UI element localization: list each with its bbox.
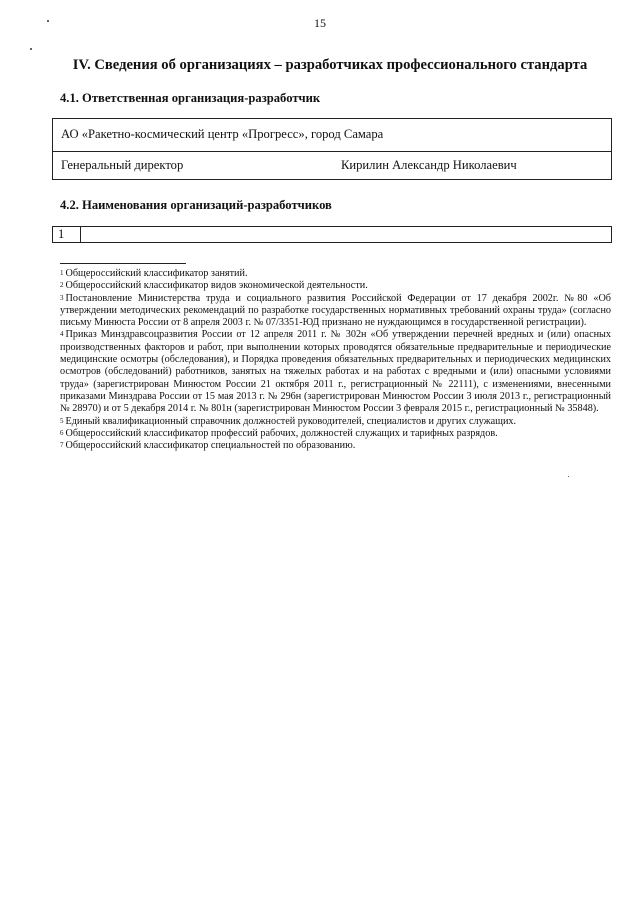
footnote-mark: 7 [60, 441, 64, 450]
developer-orgs-table [52, 226, 612, 243]
head-position: Генеральный директор [61, 158, 184, 172]
footnote-1 [60, 268, 611, 280]
scan-speck [30, 48, 32, 50]
org-name-row [53, 119, 611, 152]
developer-row-name [81, 227, 611, 242]
footnote-mark: 5 [60, 416, 64, 425]
footnote-text: Общероссийский классификатор профессий рабочих, должностей служащих и тарифных разрядов. [65, 427, 498, 439]
footnote-5 [60, 416, 611, 428]
footnote-4 [60, 329, 611, 415]
developer-row-number-cell [53, 227, 81, 242]
footnote-mark: 3 [60, 293, 64, 302]
section-title: IV. Сведения об организациях – разработчиках профессионального стандарта [72, 57, 588, 73]
footnote-text: Единый квалификационный справочник должностей руководителей, специалистов и других служащих. [65, 415, 517, 427]
footnotes [60, 268, 611, 452]
developer-row-number: 1 [58, 227, 65, 241]
footnote-mark: 4 [60, 330, 64, 339]
footnote-mark: 1 [60, 269, 64, 277]
footnote-mark: 2 [60, 281, 64, 290]
footnote-7 [60, 440, 611, 452]
footnote-mark: 6 [60, 428, 64, 437]
footnote-6 [60, 428, 611, 440]
footnote-separator [60, 263, 186, 264]
page-number: 15 [314, 16, 326, 30]
footnote-2 [60, 280, 611, 292]
footnote-3 [60, 293, 611, 330]
footnote-text: Приказ Минздравсоцразвития России от 12 апреля 2011 г. № 302н «Об утверждении перечней вредных и (или) опасных производственных факторов и работ, при выполнении которых проводятся обязательные предварительные и периодические медицинские осмотры (обследования), и Порядка проведения обязательных предварительных и периодических медицинских осмотров (обследований) работников, занятых на тяжелых работах и на работах с вредными и (или) опасными условиями труда» (зарегистрирован Минюстом России 21 октября 2011 г., регистрационный № 22111), с изменениями, внесенными приказами Минздрава России от 15 мая 2013 г. № 296н (зарегистрирован Минюстом России 3 июля 2013 г., регистрационный № 28970) и от 5 декабря 2014 г. № 801н (зарегистрирован Минюстом России 3 февраля 2015 г., регистрационный № 35848). [60, 329, 611, 415]
footnote-text: Общероссийский классификатор видов экономической деятельности. [65, 280, 368, 292]
org-name: АО «Ракетно-космический центр «Прогресс», город Самара [61, 127, 384, 141]
org-head-row [53, 152, 611, 179]
responsible-org-table [52, 118, 612, 180]
head-name: Кирилин Александр Николаевич [341, 158, 517, 172]
responsible-org-heading: 4.1. Ответственная организация-разработчик [60, 91, 321, 105]
footnote-text: Общероссийский классификатор занятий. [65, 268, 248, 279]
footnote-text: Общероссийский классификатор специальностей по образованию. [65, 440, 356, 452]
developer-orgs-heading: 4.2. Наименования организаций-разработчиков [60, 198, 332, 212]
footnote-text: Постановление Министерства труда и социального развития Российской Федерации от 17 декабря 2002г. №80 «Об утверждении методических рекомендаций по разработке государственных нормативных требований охраны труда» (согласно письму Минюста России от 8 апреля 2003 г. № 07/3351-ЮД признано не нуждающимся в государственной регистрации). [60, 292, 611, 329]
scan-speck [568, 476, 569, 477]
